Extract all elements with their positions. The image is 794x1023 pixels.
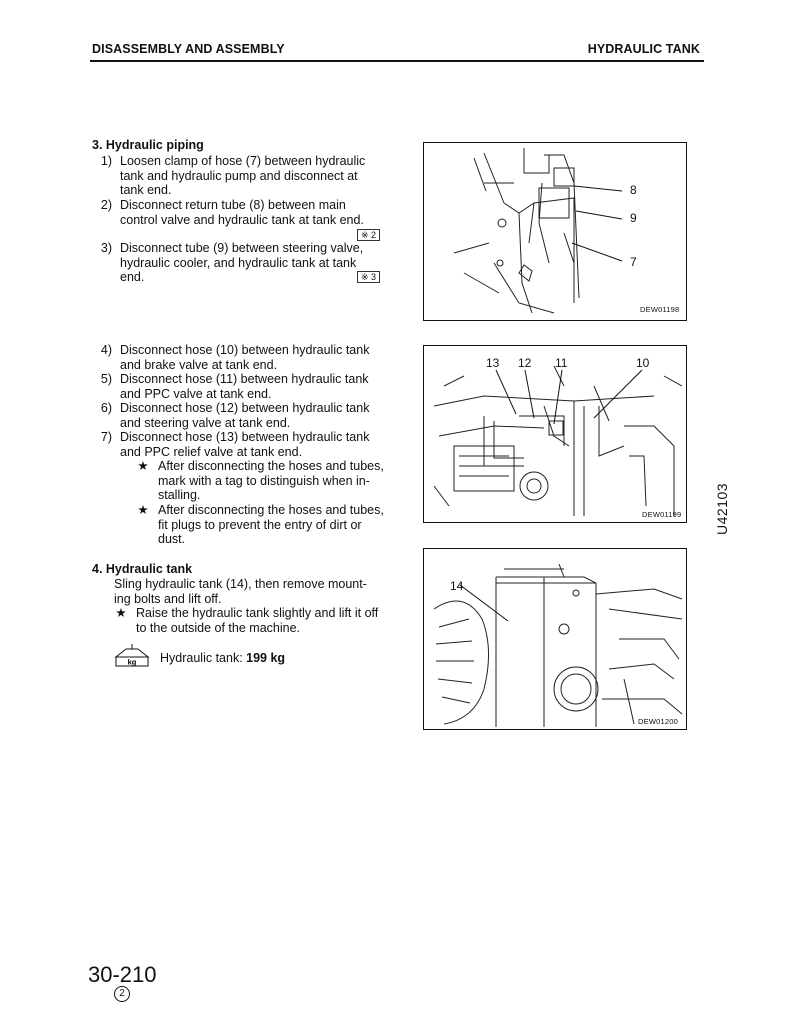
figure-callout: 7: [630, 255, 637, 269]
step-2: [92, 198, 392, 244]
weight-icon: [114, 643, 150, 667]
note-line: Raise the hydraulic tank slightly and lift it off: [136, 606, 379, 620]
revision-mark: 2: [114, 986, 130, 1002]
figure-3-drawing: [424, 549, 686, 729]
step-line: Disconnect hose (10) between hydraulic tank: [120, 343, 370, 357]
step-line: tank end.: [120, 183, 172, 198]
note-line: After disconnecting the hoses and tubes,: [158, 503, 384, 517]
figure-callout: 11: [555, 356, 568, 370]
step-line: Disconnect hose (12) between hydraulic tank: [120, 401, 370, 415]
header-section-title: DISASSEMBLY AND ASSEMBLY: [92, 42, 285, 56]
step-line: and steering valve at tank end.: [120, 415, 291, 430]
step-4: [92, 343, 392, 373]
figure-1-drawing: [424, 143, 686, 320]
page-number: 30-210: [88, 962, 157, 987]
note-1: [136, 459, 396, 505]
step-number: 4): [100, 343, 112, 357]
step-6: [92, 401, 392, 431]
step-line: end.: [120, 270, 145, 285]
step-line: Disconnect return tube (8) between main: [120, 198, 346, 212]
figure-callout: 8: [630, 183, 637, 197]
header-rule: [90, 60, 704, 62]
step-line: hydraulic cooler, and hydraulic tank at tank: [120, 255, 357, 270]
step-line: control valve and hydraulic tank at tank end.: [120, 212, 364, 227]
note-line: mark with a tag to distinguish when in-: [158, 473, 370, 488]
step-7: [92, 430, 392, 460]
figure-callout: 9: [630, 211, 637, 225]
figure-2-drawing: [424, 346, 686, 522]
figure-code: DEW01200: [638, 717, 678, 726]
body-line: ing bolts and lift off.: [114, 591, 222, 606]
step-line: and PPC relief valve at tank end.: [120, 444, 303, 459]
step-line: tank and hydraulic pump and disconnect at: [120, 168, 358, 183]
figure-code: DEW01198: [640, 305, 680, 314]
step-1: [92, 154, 392, 200]
section-3-title: 3. Hydraulic piping: [92, 138, 204, 152]
step-line: Disconnect hose (13) between hydraulic tank: [120, 430, 370, 444]
figure-callout: 12: [518, 356, 532, 370]
step-number: 1): [100, 154, 112, 168]
step-line: Loosen clamp of hose (7) between hydraulic: [120, 154, 366, 168]
body-line: Sling hydraulic tank (14), then remove mount-: [114, 577, 367, 591]
star-icon: ★: [115, 606, 127, 620]
figure-callout: 13: [486, 356, 500, 370]
weight-label: Hydraulic tank:: [160, 651, 247, 665]
figure-callout: 14: [450, 579, 464, 593]
step-line: and brake valve at tank end.: [120, 357, 278, 372]
note-line: stalling.: [158, 488, 201, 503]
note-line: After disconnecting the hoses and tubes,: [158, 459, 384, 473]
star-icon: ★: [137, 459, 149, 473]
step-line: Disconnect hose (11) between hydraulic tank: [120, 372, 369, 386]
section-4-title: 4. Hydraulic tank: [92, 562, 193, 576]
step-3: [92, 241, 392, 287]
note-line: fit plugs to prevent the entry of dirt or: [158, 517, 362, 532]
step-line: and PPC valve at tank end.: [120, 386, 272, 401]
figure-hydraulic-tank: [423, 548, 687, 730]
note-line: to the outside of the machine.: [136, 620, 300, 635]
star-icon: ★: [137, 503, 149, 517]
weight-spec: [160, 651, 285, 665]
note-3: [114, 606, 394, 636]
document-side-code: U42103: [714, 482, 730, 535]
note-line: dust.: [158, 532, 186, 547]
step-number: 5): [100, 372, 112, 386]
figure-hydraulic-hoses: [423, 345, 687, 523]
reference-mark: ※ 3: [357, 271, 380, 283]
step-line: Disconnect tube (9) between steering valve,: [120, 241, 364, 255]
figure-callout: 10: [636, 356, 650, 370]
step-number: 7): [100, 430, 112, 444]
header-topic-title: HYDRAULIC TANK: [587, 42, 700, 56]
weight-icon-label: kg: [127, 657, 137, 667]
section-4-body: [114, 577, 394, 606]
figure-code: DEW01199: [642, 510, 682, 519]
note-2: [136, 503, 396, 549]
reference-mark: ※ 2: [357, 229, 380, 241]
weight-value: 199 kg: [246, 651, 286, 665]
step-5: [92, 372, 392, 402]
step-number: 3): [100, 241, 112, 255]
step-number: 6): [100, 401, 112, 415]
figure-hydraulic-piping-tubes: [423, 142, 687, 321]
step-number: 2): [100, 198, 112, 212]
